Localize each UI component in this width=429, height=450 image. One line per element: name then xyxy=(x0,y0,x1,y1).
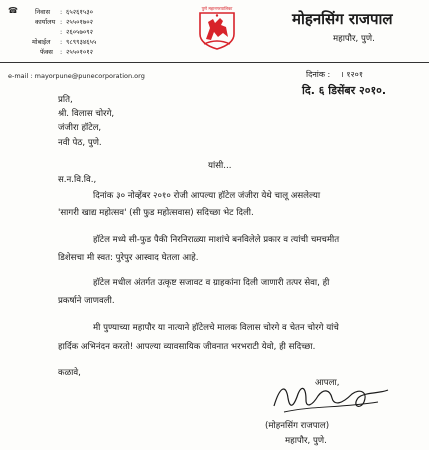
contact-label-fax: फॅक्स xyxy=(40,48,53,56)
reference-line: दिनांक : । १२०१ xyxy=(306,70,363,79)
recipient-line: प्रति, xyxy=(58,95,73,105)
signatory-designation: महापौर, पुणे. xyxy=(285,436,327,446)
letter-date: दि. ६ डिसेंबर २०१०. xyxy=(302,84,387,97)
reference-number: । १२०१ xyxy=(340,70,363,79)
salutation: स.न.वि.वि., xyxy=(58,175,97,185)
sign-off: आपला, xyxy=(315,378,340,388)
letterhead-divider xyxy=(0,62,429,63)
sender-designation: महापौर, पुणे. xyxy=(333,34,375,44)
email-line: e-mail : mayorpune@punecorporation.org xyxy=(8,72,145,80)
sender-name: मोहनसिंग राजपाल xyxy=(292,10,393,28)
letter-heading: यांसी... xyxy=(208,161,232,171)
contact-label-office: कार्यालय xyxy=(35,18,56,26)
body-line: हॉटेल मध्ये सी-फुड पैकी निरनिराळ्या माशांचे बनविलेले प्रकार व त्यांची चमचमीत xyxy=(93,235,340,245)
body-line: मी पुण्याच्या महापौर या नात्याने हॉटेलचे मालक विलास चोरगे व चेतन चोरगे यांचे xyxy=(93,323,339,333)
phone-icon: ☎ xyxy=(8,6,18,15)
recipient-line: जंजीरा हॉटेल, xyxy=(58,123,102,133)
email-label: e-mail xyxy=(8,72,29,80)
body-line: हार्दिक अभिनंदन करतो! आपल्या व्यावसायिक जीवनात भरभराटी येवो, ही सदिच्छा. xyxy=(58,342,316,352)
body-line: दिनांक ३० नोव्हेंबर २०१० रोजी आपल्या हॉटेल जंजीरा येथे चालू असलेल्या xyxy=(93,191,321,201)
body-line: प्रकर्षाने जाणवली. xyxy=(58,296,115,306)
handwritten-signature xyxy=(260,376,400,418)
corporation-logo xyxy=(196,4,238,50)
recipient-line: नवी पेठ, पुणे. xyxy=(58,138,102,148)
signatory-name: (मोहनसिंग राजपाल) xyxy=(265,421,330,431)
closing-line: कळावे, xyxy=(58,368,81,378)
contact-value-office: २५५०१७०२ xyxy=(66,18,94,26)
contact-value-residence: ६५२६१५३० xyxy=(66,8,94,16)
body-line: 'सागरी खाद्य महोत्सव' (सी फुड महोत्सवास) सदिच्छा भेट दिली. xyxy=(58,208,254,218)
contact-label-residence: निवास xyxy=(35,8,50,16)
contact-value-office-2: २६०५७०९२ xyxy=(66,28,94,36)
contact-value-fax: २५५०१०१२ xyxy=(66,48,94,56)
body-line: हॉटेल मधील अंतर्गत उत्कृष्ट सजावट व ग्राहकांना दिली जाणारी तत्पर सेवा, ही xyxy=(93,278,330,288)
email-address: mayorpune@punecorporation.org xyxy=(34,72,145,80)
contact-value-mobile: ९८९९३४६५५ xyxy=(66,38,97,46)
contact-label-mobile: मोबाईल xyxy=(32,38,51,46)
body-line: डिशेसचा मी स्वत: पुरेपुर आस्वाद घेतला आहे. xyxy=(58,253,199,263)
reference-label: दिनांक xyxy=(306,70,325,79)
recipient-line: श्री. विलास चोरगे, xyxy=(58,109,115,119)
logo-text: पुणे महानगरपालिका xyxy=(201,6,233,11)
letter-page: ☎ निवास : ६५२६१५३० कार्यालय : २५५०१७०२ : २६०५७०९२ मोबाईल : ९८९९३४६५५ फॅक्स : २५५०१०१२ e-mail : mayorpune@punecorporation.org पुणे महानगरपालिका मोहनसिंग राजपाल महापौर, पुणे. दिनांक : । १२०१ दि. ६ डिसेंबर २०१०. प्रति, श्री. विलास चोरगे, जंजीरा हॉटेल, नवी पेठ, पुणे. यांसी... स.न.वि.वि., दिनांक ३० नोव्हेंबर २०१० रोजी आपल्या हॉटेल जंजीरा येथे चालू असलेल्या 'सागरी खाद्य महोत्सव' (सी फुड महोत्सवास) सदिच्छा भेट दिली. हॉटेल मध्ये सी-फुड पैकी निरनिराळ्या माशांचे बनविलेले प्रकार व त्यांची चमचमीत डिशेसचा मी स्वत: पुरेपुर आस्वाद घेतला आहे. हॉटेल मधील अंतर्गत उत्कृष्ट सजावट व ग्राहकांना दिली जाणारी तत्पर सेवा, ही प्रकर्षाने जाणवली. मी पुण्याच्या महापौर या नात्याने हॉटेलचे मालक विलास चोरगे व चेतन चोरगे यांचे हार्दिक अभिनंदन करतो! आपल्या व्यावसायिक जीवनात भरभराटी येवो, ही सदिच्छा. कळावे, आपला, (मोहनसिंग राजपाल) महापौर, पुणे. xyxy=(0,0,429,450)
